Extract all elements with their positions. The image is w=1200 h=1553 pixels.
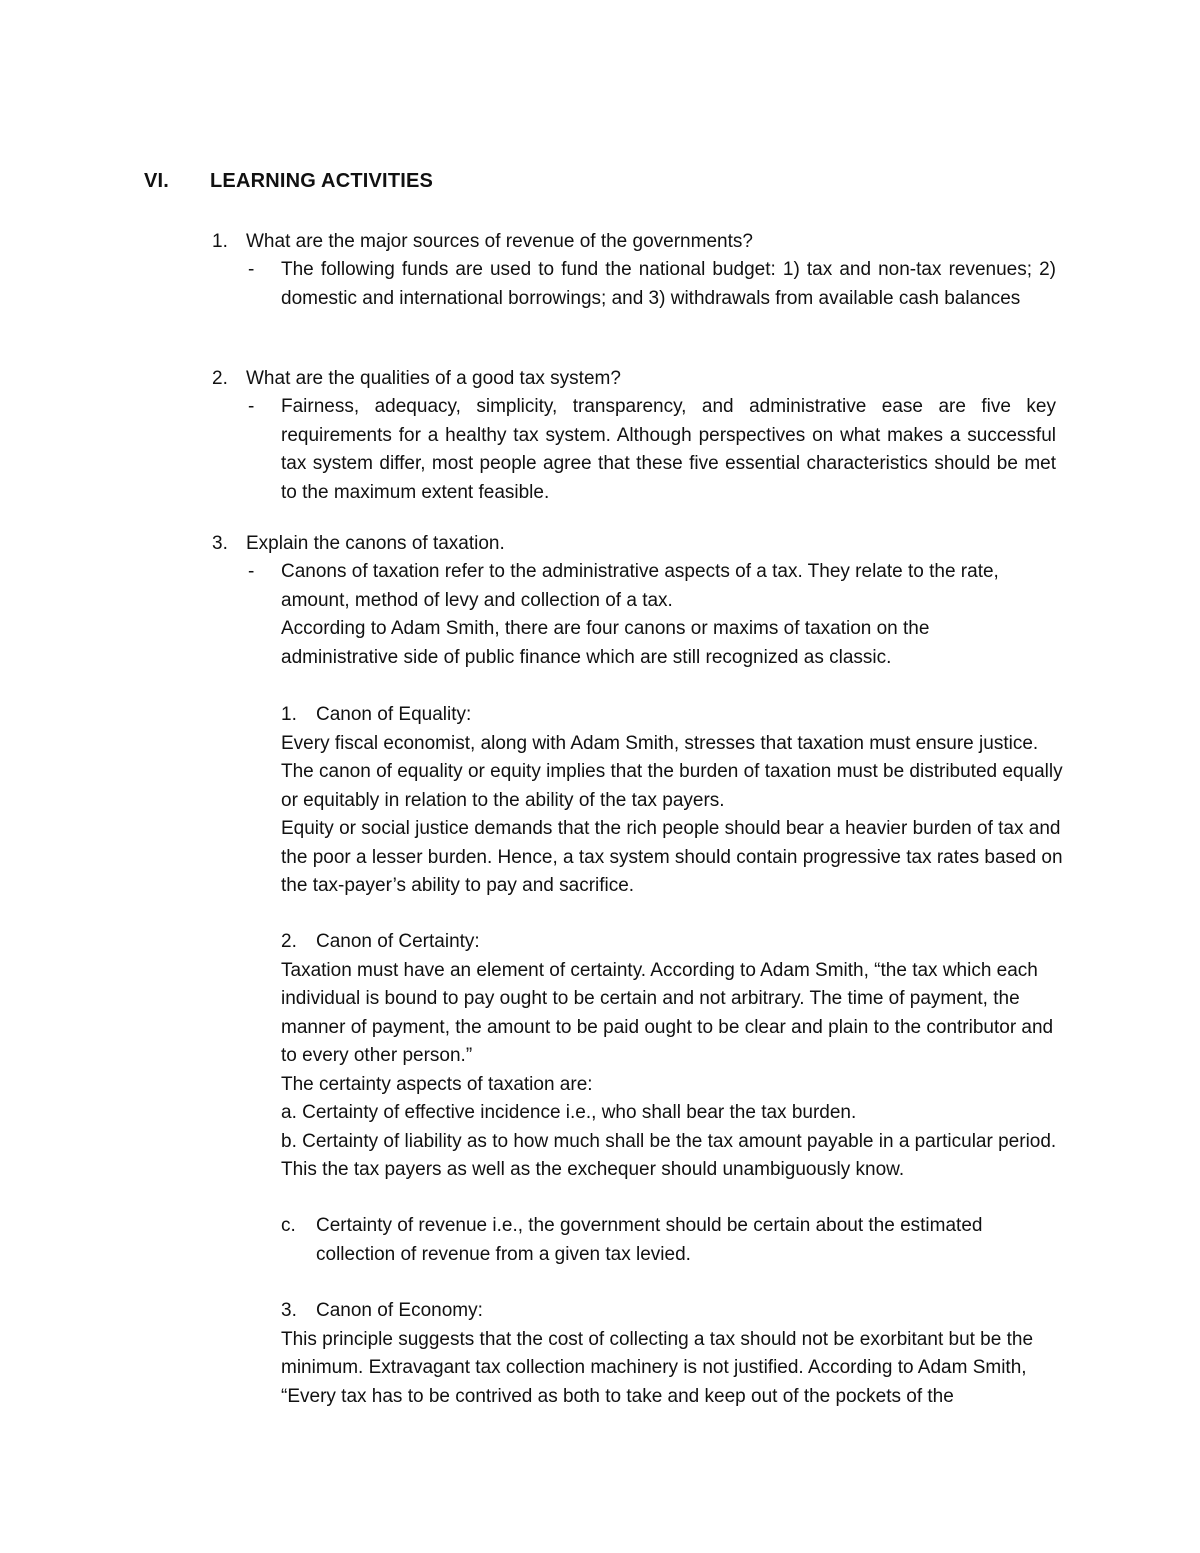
canon-heading [281, 928, 1071, 957]
canon-number: 3. [281, 1300, 297, 1321]
canon-heading [281, 1297, 1056, 1326]
certainty-item-a: a. Certainty of effective incidence i.e., who shall bear the tax burden. [281, 1102, 857, 1123]
answer-text: Fairness, adequacy, simplicity, transparency, and administrative ease are five key requirements for a healthy tax system. Although perspectives on what makes a successful tax system differ, most people agree that these five essential characteristics should be met to the maximum extent feasible. [281, 396, 1056, 503]
dash-bullet: - [248, 396, 255, 417]
canon-equality [281, 701, 1071, 901]
answer-1 [248, 256, 1056, 313]
question-number: 2. [212, 368, 228, 389]
canon-paragraph: Equity or social justice demands that the rich people should bear a heavier burden of tax and the poor a lesser burden. Hence, a tax system should contain progressive tax rates based on the tax-payer’s ability to pay and sacrifice. [281, 818, 1063, 896]
canon-economy [281, 1297, 1056, 1411]
canon-heading [281, 701, 1071, 730]
question-number: 1. [212, 231, 228, 252]
question-text: What are the major sources of revenue of the governments? [246, 231, 753, 252]
canon-number: 2. [281, 931, 297, 952]
answer-text: According to Adam Smith, there are four canons or maxims of taxation on the administrative side of public finance which are still recognized as classic. [281, 618, 930, 668]
section-number: VI. [144, 170, 170, 192]
answer-2 [248, 393, 1056, 507]
question-text: Explain the canons of taxation. [246, 533, 505, 554]
question-text: What are the qualities of a good tax system? [246, 368, 621, 389]
canon-paragraph: Taxation must have an element of certainty. According to Adam Smith, “the tax which each individual is bound to pay ought to be certain and not arbitrary. The time of payment, the manner of payment, the amount to be paid ought to be clear and plain to the contributor and to every other person.” [281, 959, 1054, 1066]
canon-number: 1. [281, 704, 297, 725]
canon-paragraph: This principle suggests that the cost of collecting a tax should not be exorbitant but be the minimum. Extravagant tax collection machinery is not justified. According to Adam Smith, “Every tax has to be contrived as both to take and keep out of the pockets of the [281, 1328, 1034, 1407]
section-title: LEARNING ACTIVITIES [210, 170, 434, 192]
canon-paragraph: The certainty aspects of taxation are: [281, 1073, 593, 1095]
item-text: Certainty of revenue i.e., the government should be certain about the estimated collection of revenue from a given tax levied. [316, 1215, 983, 1265]
canon-certainty [281, 928, 1071, 1185]
answer-text: The following funds are used to fund the national budget: 1) tax and non-tax revenues; 2) domestic and international borrowings; and 3) withdrawals from available cash balances [281, 259, 1056, 309]
dash-bullet: - [248, 561, 255, 582]
certainty-item-c [281, 1212, 1041, 1269]
certainty-item-b: b. Certainty of liability as to how much shall be the tax amount payable in a particular period. This the tax payers as well as the exchequer should unambiguously know. [281, 1130, 1057, 1180]
canon-title: Canon of Certainty: [316, 931, 480, 952]
answer-text: Canons of taxation refer to the administrative aspects of a tax. They relate to the rate, amount, method of levy and collection of a tax. [281, 561, 999, 611]
canon-paragraph: Every fiscal economist, along with Adam Smith, stresses that taxation must ensure justice. The canon of equality or equity implies that the burden of taxation must be distributed equally or equitably in relation to the ability of the tax payers. [281, 732, 1063, 811]
section-heading [144, 170, 433, 193]
question-number: 3. [212, 533, 228, 554]
canon-title: Canon of Equality: [316, 704, 472, 725]
canon-title: Canon of Economy: [316, 1300, 483, 1321]
dash-bullet: - [248, 259, 255, 280]
item-label: c. [281, 1215, 296, 1236]
answer-3 [248, 558, 1008, 672]
